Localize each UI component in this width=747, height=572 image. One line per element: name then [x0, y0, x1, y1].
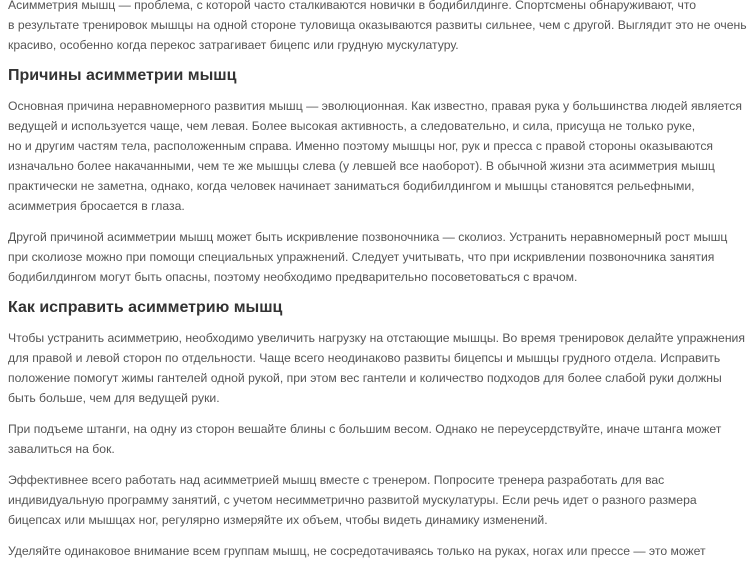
- text-line: красиво, особенно когда перекос затрагивает бицепс или грудную мускулатуру.: [8, 38, 459, 52]
- text-line: бодибилдингом могут быть опасны, поэтому необходимо предварительно посоветоваться с врачом.: [8, 270, 578, 284]
- text-line: при сколиозе можно при помощи специальных упражнений. Следует учитывать, что при искривлении позвоночника занятия: [8, 250, 715, 264]
- article-body: [8, 0, 747, 572]
- text-line: для правой и левой сторон по отдельности. Чаще всего неодинаково развиты бицепсы и мышцы грудного отдела. Исправить: [8, 351, 721, 365]
- text-line: асимметрия бросается в глаза.: [8, 199, 185, 213]
- text-line: Асимметрия мышц — проблема, с которой часто сталкиваются новички в бодибилдинге. Спортсмены обнаруживают, что: [8, 0, 697, 12]
- causes-paragraph-2: [8, 227, 728, 287]
- fix-paragraph-2: [8, 419, 722, 459]
- text-line: изначально более накачанными, чем те же мышцы слева (у левшей все наоборот). В обычной жизни эта асимметрия мышц: [8, 159, 715, 173]
- text-line: положение помогут жимы гантелей одной рукой, при этом вес гантели и количество подходов для более слабой руки должны: [8, 371, 722, 385]
- text-line: Основная причина неравномерного развития мышц — эволюционная. Как известно, правая рука у большинства людей является: [8, 99, 742, 113]
- text-line: но и другим частям тела, расположенным справа. Именно поэтому мышцы ног, рук и пресса с правой стороны оказываются: [8, 139, 714, 153]
- text-line: Чтобы устранить асимметрию, необходимо увеличить нагрузку на отстающие мышцы. Во время тренировок делайте упражнения: [8, 331, 745, 345]
- causes-paragraph-1: [8, 96, 742, 216]
- text-line: бицепсах или мышцах ног, регулярно измеряйте их объем, чтобы видеть динамику изменений.: [8, 513, 548, 527]
- text-line: быть больше, чем для ведущей руки.: [8, 391, 220, 405]
- section-heading-causes: Причины асимметрии мышц: [8, 67, 237, 84]
- intro-paragraph: [8, 0, 747, 55]
- text-line: индивидуальную программу занятий, с учетом несимметрично развитой мускулатуры. Если речь идет о разного размера: [8, 493, 697, 507]
- fix-paragraph-3: [8, 470, 714, 530]
- text-line: практически не заметна, однако, когда человек начинает заниматься бодибилдингом и мышцы становятся рельефными,: [8, 179, 695, 193]
- text-line: Уделяйте одинаковое внимание всем группам мышц, не сосредотачиваясь только на руках, ногах или прессе — это может: [8, 544, 706, 558]
- text-line: завалиться на бок.: [8, 442, 115, 456]
- text-line: При подъеме штанги, на одну из сторон вешайте блины с большим весом. Однако не переусердствуйте, иначе штанга может: [8, 422, 722, 436]
- text-line: в результате тренировок мышцы на одной стороне туловища оказываются развиты сильнее, чем с другой. Выглядит это не очень: [8, 18, 747, 32]
- section-heading-fix: Как исправить асимметрию мышц: [8, 299, 283, 316]
- fix-paragraph-4: [8, 541, 714, 561]
- fix-paragraph-1: [8, 328, 745, 408]
- text-line: ведущей и используется чаще, чем левая. Более высокая активность, а следовательно, и сила, присуща не только руке,: [8, 119, 696, 133]
- text-line: Другой причиной асимметрии мышц может быть искривление позвоночника — сколиоз. Устранить неравномерный рост мышц: [8, 230, 728, 244]
- text-line: Эффективнее всего работать над асимметрией мышц вместе с тренером. Попросите тренера разработать для вас: [8, 473, 665, 487]
